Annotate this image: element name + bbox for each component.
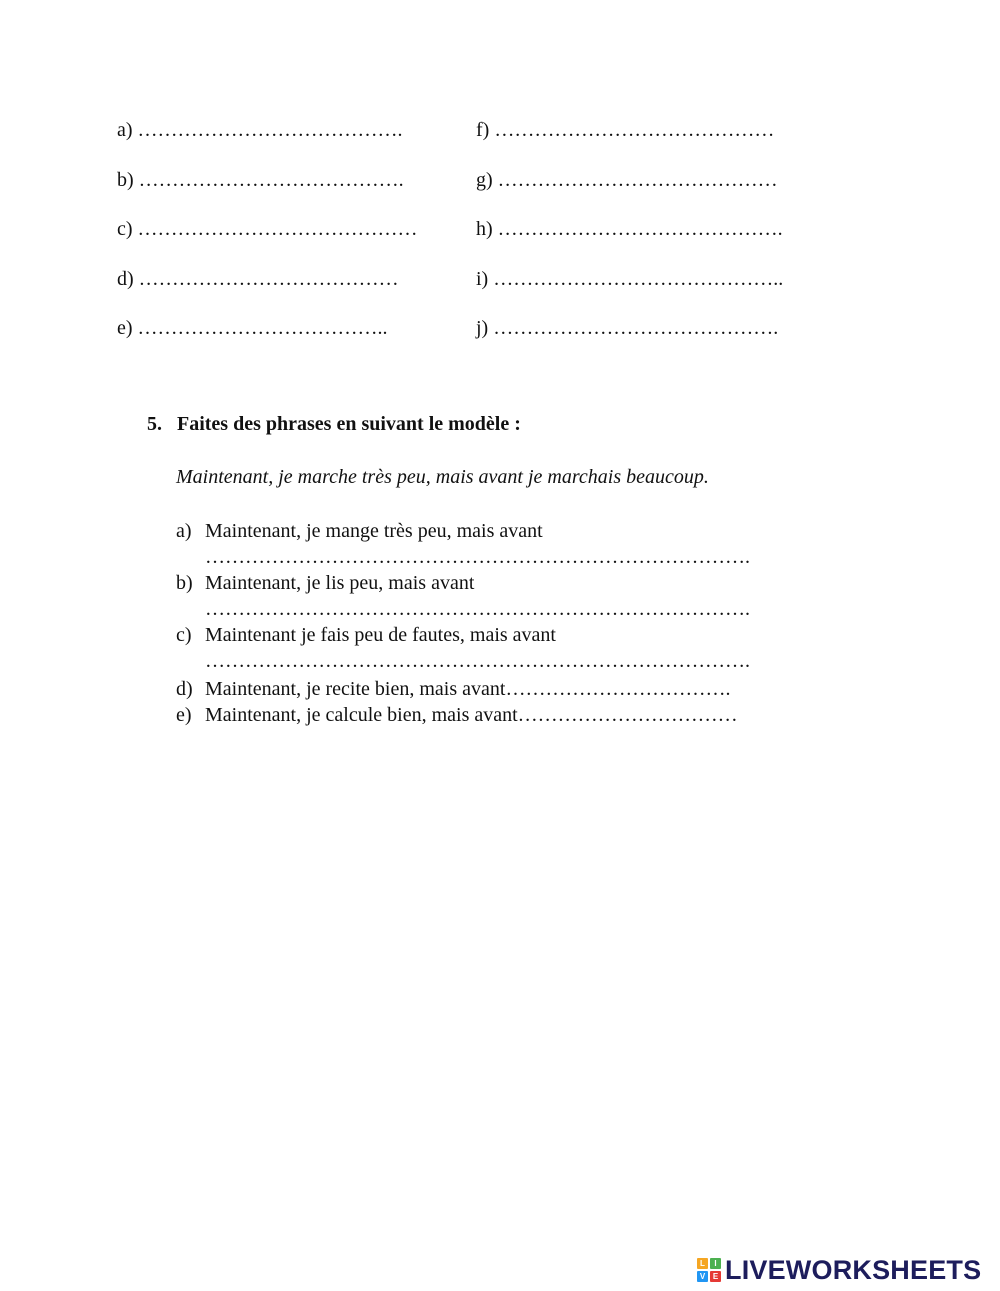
logo-mark-letter: I — [710, 1258, 721, 1269]
exercise-item-a — [176, 518, 750, 570]
answer-line-i[interactable]: i) …………………………………….. — [476, 268, 784, 290]
exercise-item-d[interactable] — [176, 676, 730, 702]
answer-line-b[interactable]: b) …………………………………. — [117, 169, 404, 191]
logo-mark-letter: L — [697, 1258, 708, 1269]
answer-line-h[interactable]: h) ……………………………………. — [476, 218, 783, 240]
exercise-item-e[interactable] — [176, 702, 738, 728]
answer-line-j[interactable]: j) ……………………………………. — [476, 317, 779, 339]
item-letter: b) — [176, 572, 193, 594]
logo-mark-icon — [697, 1258, 721, 1282]
item-letter: d) — [176, 678, 193, 700]
exercise-item-c — [176, 622, 750, 674]
answer-dots[interactable]: ………………………………………………………………………. — [205, 650, 750, 672]
item-prompt: Maintenant, je lis peu, mais avant — [205, 572, 475, 594]
model-sentence: Maintenant, je marche très peu, mais avant je marchais beaucoup. — [176, 466, 709, 488]
logo-mark-letter: V — [697, 1271, 708, 1282]
liveworksheets-logo — [697, 1255, 981, 1285]
item-letter: a) — [176, 520, 192, 542]
answer-line-a[interactable]: a) …………………………………. — [117, 119, 403, 141]
answer-dots[interactable]: ………………………………………………………………………. — [205, 546, 750, 568]
exercise-title: Faites des phrases en suivant le modèle : — [177, 413, 521, 435]
answer-line-g[interactable]: g) …………………………………… — [476, 169, 778, 191]
answer-line-c[interactable]: c) …………………………………… — [117, 218, 418, 240]
exercise-number: 5. — [147, 413, 162, 435]
exercise-5-heading — [147, 413, 521, 436]
logo-mark-letter: E — [710, 1271, 721, 1282]
item-letter: c) — [176, 624, 192, 646]
answer-line-f[interactable]: f) …………………………………… — [476, 119, 775, 141]
answer-dots[interactable]: ………………………………………………………………………. — [205, 598, 750, 620]
item-letter: e) — [176, 704, 192, 726]
item-prompt: Maintenant je fais peu de fautes, mais avant — [205, 624, 556, 646]
logo-text: LIVEWORKSHEETS — [725, 1254, 982, 1285]
answer-line-d[interactable]: d) ………………………………… — [117, 268, 399, 290]
item-prompt[interactable]: Maintenant, je recite bien, mais avant……………………………. — [205, 678, 731, 700]
item-prompt[interactable]: Maintenant, je calcule bien, mais avant…………………………… — [205, 704, 738, 726]
exercise-item-b — [176, 570, 750, 622]
answer-line-e[interactable]: e) ……………………………….. — [117, 317, 388, 339]
item-prompt: Maintenant, je mange très peu, mais avant — [205, 520, 543, 542]
